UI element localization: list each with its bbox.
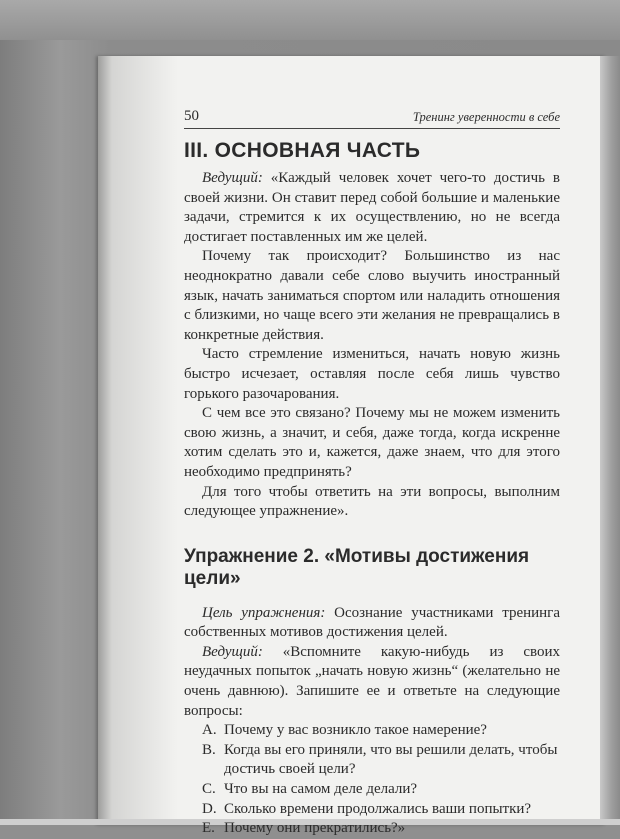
paragraph-lead: Ведущий: [202, 170, 263, 186]
goal-lead: Цель упражнения: [202, 604, 326, 621]
goal-text: Осознание участниками тренинга собственных мотивов достижения целей. [184, 604, 560, 641]
running-head [184, 110, 560, 129]
paragraph-5 [184, 483, 560, 522]
question-letter: A. [202, 722, 217, 739]
question-text: Когда вы его приняли, что вы решили делать, чтобы достичь своей цели? [224, 741, 558, 778]
paragraph-3 [184, 345, 560, 404]
question-letter: E. [202, 820, 215, 837]
question-item [202, 741, 560, 780]
exercise-host-instructions [184, 643, 560, 721]
running-title: Тренинг уверенности в себе [412, 110, 560, 124]
question-list [184, 721, 560, 839]
host-lead: Ведущий: [202, 643, 263, 660]
question-item [202, 780, 560, 800]
paragraph-1 [184, 169, 560, 247]
question-item [202, 721, 560, 741]
question-item [202, 819, 560, 839]
paragraph-text: Часто стремление измениться, начать новую жизнь быстро исчезает, оставляя после себя лишь чувство горького разочарования. [184, 346, 560, 402]
paragraph-text: С чем все это связано? Почему мы не можем изменить свою жизнь, а значит, и себя, даже тогда, когда искренне хотим сделать это и, кажется, даже знаем, что для этого необходимо предпринять? [184, 405, 560, 480]
paragraph-text: Для того чтобы ответить на эти вопросы, выполним следующее упражнение». [184, 483, 560, 520]
exercise-goal [184, 604, 560, 643]
question-letter: B. [202, 741, 216, 758]
page-right-edge [600, 56, 620, 825]
paragraph-4 [184, 404, 560, 482]
question-letter: D. [202, 800, 217, 817]
exercise-title: Упражнение 2. «Мотивы достижения цели» [184, 545, 530, 589]
question-letter: C. [202, 781, 216, 798]
host-text: «Вспомните какую-нибудь из своих неудачных попыток „начать новую жизнь“ (желательно не очень давнюю). Запишите ее и ответьте на следующие вопросы: [184, 643, 560, 719]
question-text: Почему у вас возникло такое намерение? [224, 722, 487, 739]
question-text: Что вы на самом деле делали? [224, 781, 418, 798]
question-item [202, 800, 560, 820]
paragraph-text: «Каждый человек хочет чего-то достичь в своей жизни. Он ставит перед собой большие и маленькие задачи, стремится к их осуществлению, но не всегда достигает поставленных им же целей. [184, 170, 560, 245]
section-title: III. ОСНОВНАЯ ЧАСТЬ [184, 139, 421, 162]
paragraph-text: Почему так происходит? Большинство из нас неоднократно давали себе слово выучить иностранный язык, начать заниматься спортом или наладить отношения с близкими, но чаще всего эти желания не превращались в конкретные действия. [184, 248, 560, 343]
question-text: Сколько времени продолжались ваши попытки? [224, 800, 532, 817]
page-text-block [184, 110, 560, 839]
question-text: Почему они прекратились?» [224, 820, 406, 837]
paragraph-2 [184, 247, 560, 345]
scanner-top-shadow [0, 0, 620, 40]
page-number: 50 [184, 108, 199, 124]
